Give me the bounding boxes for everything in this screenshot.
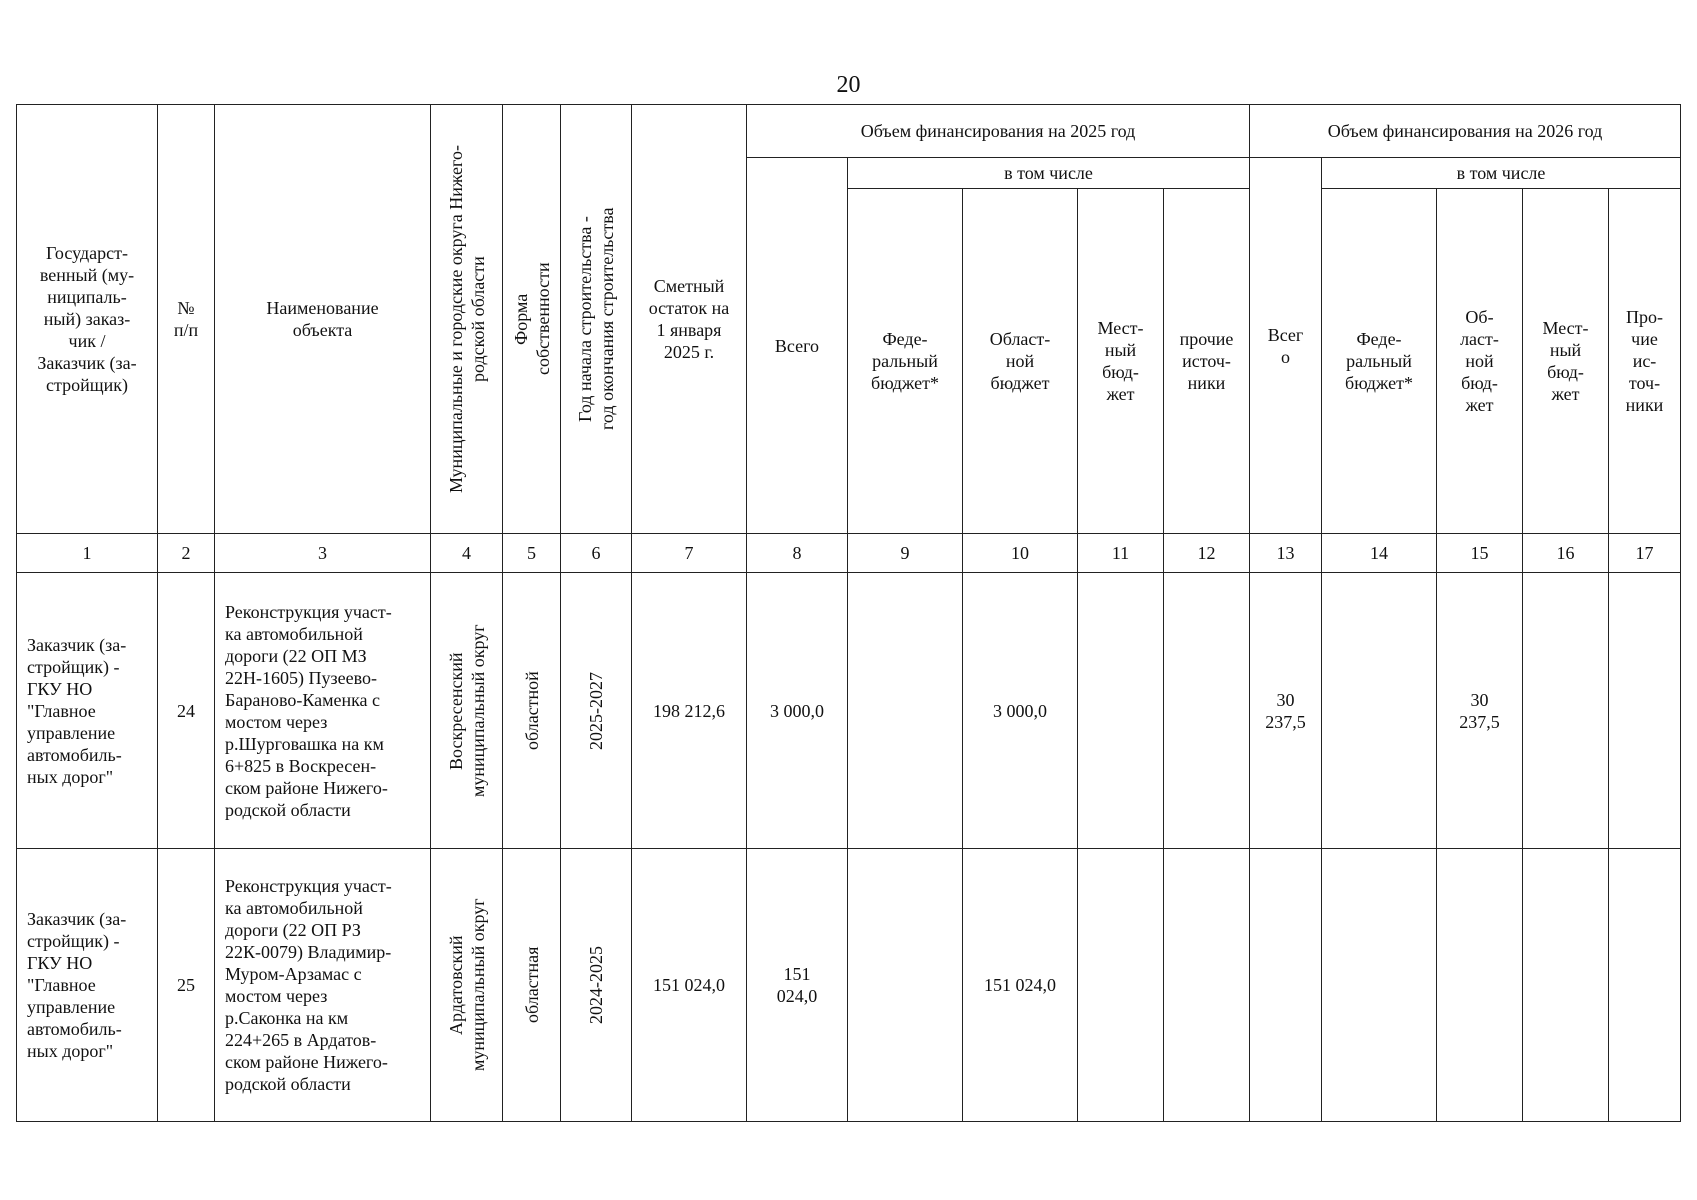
column-number: 3 (215, 534, 431, 573)
column-number: 12 (1164, 534, 1250, 573)
header-ownership-cell (503, 105, 561, 534)
cell-federal-2025 (848, 849, 963, 1122)
cell-ownership (503, 573, 561, 849)
cell-other-2025 (1164, 849, 1250, 1122)
cell-local-2026 (1523, 573, 1609, 849)
cell-other-2026 (1609, 573, 1681, 849)
cell-object-name: Реконструкция участ- ка автомобильной дороги (22 ОП МЗ 22Н-1605) Пузеево- Бараново-Каменка с мостом через р.Шурговашка на км 6+825 в Воскресен- ском районе Нижего- родской области (215, 573, 431, 849)
header-fin-2025: Объем финансирования на 2025 год (747, 105, 1250, 158)
cell-other-2026 (1609, 849, 1681, 1122)
column-number: 10 (963, 534, 1078, 573)
cell-ownership-text: областной (521, 671, 542, 750)
header-other-2025: прочие источ- ники (1164, 189, 1250, 534)
header-row-1 (17, 105, 1681, 158)
cell-local-2025 (1078, 849, 1164, 1122)
cell-federal-2026 (1322, 573, 1437, 849)
header-fin-2026: Объем финансирования на 2026 год (1250, 105, 1681, 158)
cell-estimate: 198 212,6 (632, 573, 747, 849)
column-number: 8 (747, 534, 848, 573)
table-row (17, 849, 1681, 1122)
cell-number: 25 (158, 849, 215, 1122)
column-number: 9 (848, 534, 963, 573)
cell-local-2026 (1523, 849, 1609, 1122)
header-estimate: Сметный остаток на 1 января 2025 г. (632, 105, 747, 534)
header-municipality-cell (431, 105, 503, 534)
cell-ownership-text: областная (521, 946, 542, 1024)
cell-federal-2026 (1322, 849, 1437, 1122)
cell-customer: Заказчик (за- стройщик) - ГКУ НО "Главное управление автомобиль- ных дорог" (17, 573, 158, 849)
cell-years-text: 2024-2025 (586, 946, 606, 1024)
header-local-2026: Мест- ный бюд- жет (1523, 189, 1609, 534)
header-object-name: Наименование объекта (215, 105, 431, 534)
column-number: 15 (1437, 534, 1523, 573)
header-ownership: Форма собственности (510, 262, 553, 376)
cell-regional-2026: 30 237,5 (1437, 573, 1523, 849)
header-customer: Государст- венный (му- ниципаль- ный) заказ- чик / Заказчик (за- стройщик) (17, 105, 158, 534)
header-including-2026: в том числе (1322, 158, 1681, 189)
cell-regional-2026 (1437, 849, 1523, 1122)
header-number: № п/п (158, 105, 215, 534)
column-number: 11 (1078, 534, 1164, 573)
financing-table (16, 104, 1681, 1122)
column-number: 6 (561, 534, 632, 573)
cell-years-text: 2025-2027 (586, 671, 606, 750)
table-row (17, 573, 1681, 849)
header-years: Год начала строительства - год окончания строительства (575, 207, 617, 431)
cell-total-2025: 3 000,0 (747, 573, 848, 849)
header-regional-2025: Област- ной бюджет (963, 189, 1078, 534)
cell-regional-2025: 151 024,0 (963, 849, 1078, 1122)
cell-total-2026: 30 237,5 (1250, 573, 1322, 849)
header-regional-2026: Об- ласт- ной бюд- жет (1437, 189, 1523, 534)
column-number: 17 (1609, 534, 1681, 573)
header-total-2025: Всего (747, 158, 848, 534)
column-number: 14 (1322, 534, 1437, 573)
cell-estimate: 151 024,0 (632, 849, 747, 1122)
header-municipality: Муниципальные и городские округа Нижего- родской области (445, 145, 488, 493)
cell-years (561, 849, 632, 1122)
cell-object-name: Реконструкция участ- ка автомобильной дороги (22 ОП РЗ 22К-0079) Владимир- Муром-Арзамас с мостом через р.Саконка на км 224+265 в Ардатов- ском районе Нижего- родской области (215, 849, 431, 1122)
cell-municipality (431, 849, 503, 1122)
column-number: 16 (1523, 534, 1609, 573)
cell-other-2025 (1164, 573, 1250, 849)
column-number: 7 (632, 534, 747, 573)
header-local-2025: Мест- ный бюд- жет (1078, 189, 1164, 534)
column-number: 4 (431, 534, 503, 573)
header-federal-2026: Феде- ральный бюджет* (1322, 189, 1437, 534)
column-number: 1 (17, 534, 158, 573)
cell-customer: Заказчик (за- стройщик) - ГКУ НО "Главное управление автомобиль- ных дорог" (17, 849, 158, 1122)
cell-years (561, 573, 632, 849)
cell-municipality-text: Воскресенский муниципальный округ (445, 624, 488, 797)
column-numbers-row (17, 534, 1681, 573)
page-number: 20 (836, 72, 861, 98)
cell-ownership (503, 849, 561, 1122)
column-number: 13 (1250, 534, 1322, 573)
cell-municipality (431, 573, 503, 849)
header-total-2026: Всег о (1250, 158, 1322, 534)
header-federal-2025: Феде- ральный бюджет* (848, 189, 963, 534)
cell-federal-2025 (848, 573, 963, 849)
cell-local-2025 (1078, 573, 1164, 849)
cell-total-2025: 151 024,0 (747, 849, 848, 1122)
cell-regional-2025: 3 000,0 (963, 573, 1078, 849)
cell-municipality-text: Ардатовский муниципальный округ (445, 898, 488, 1072)
header-years-cell (561, 105, 632, 534)
cell-total-2026 (1250, 849, 1322, 1122)
header-other-2026: Про- чие ис- точ- ники (1609, 189, 1681, 534)
column-number: 2 (158, 534, 215, 573)
cell-number: 24 (158, 573, 215, 849)
header-including-2025: в том числе (848, 158, 1250, 189)
column-number: 5 (503, 534, 561, 573)
